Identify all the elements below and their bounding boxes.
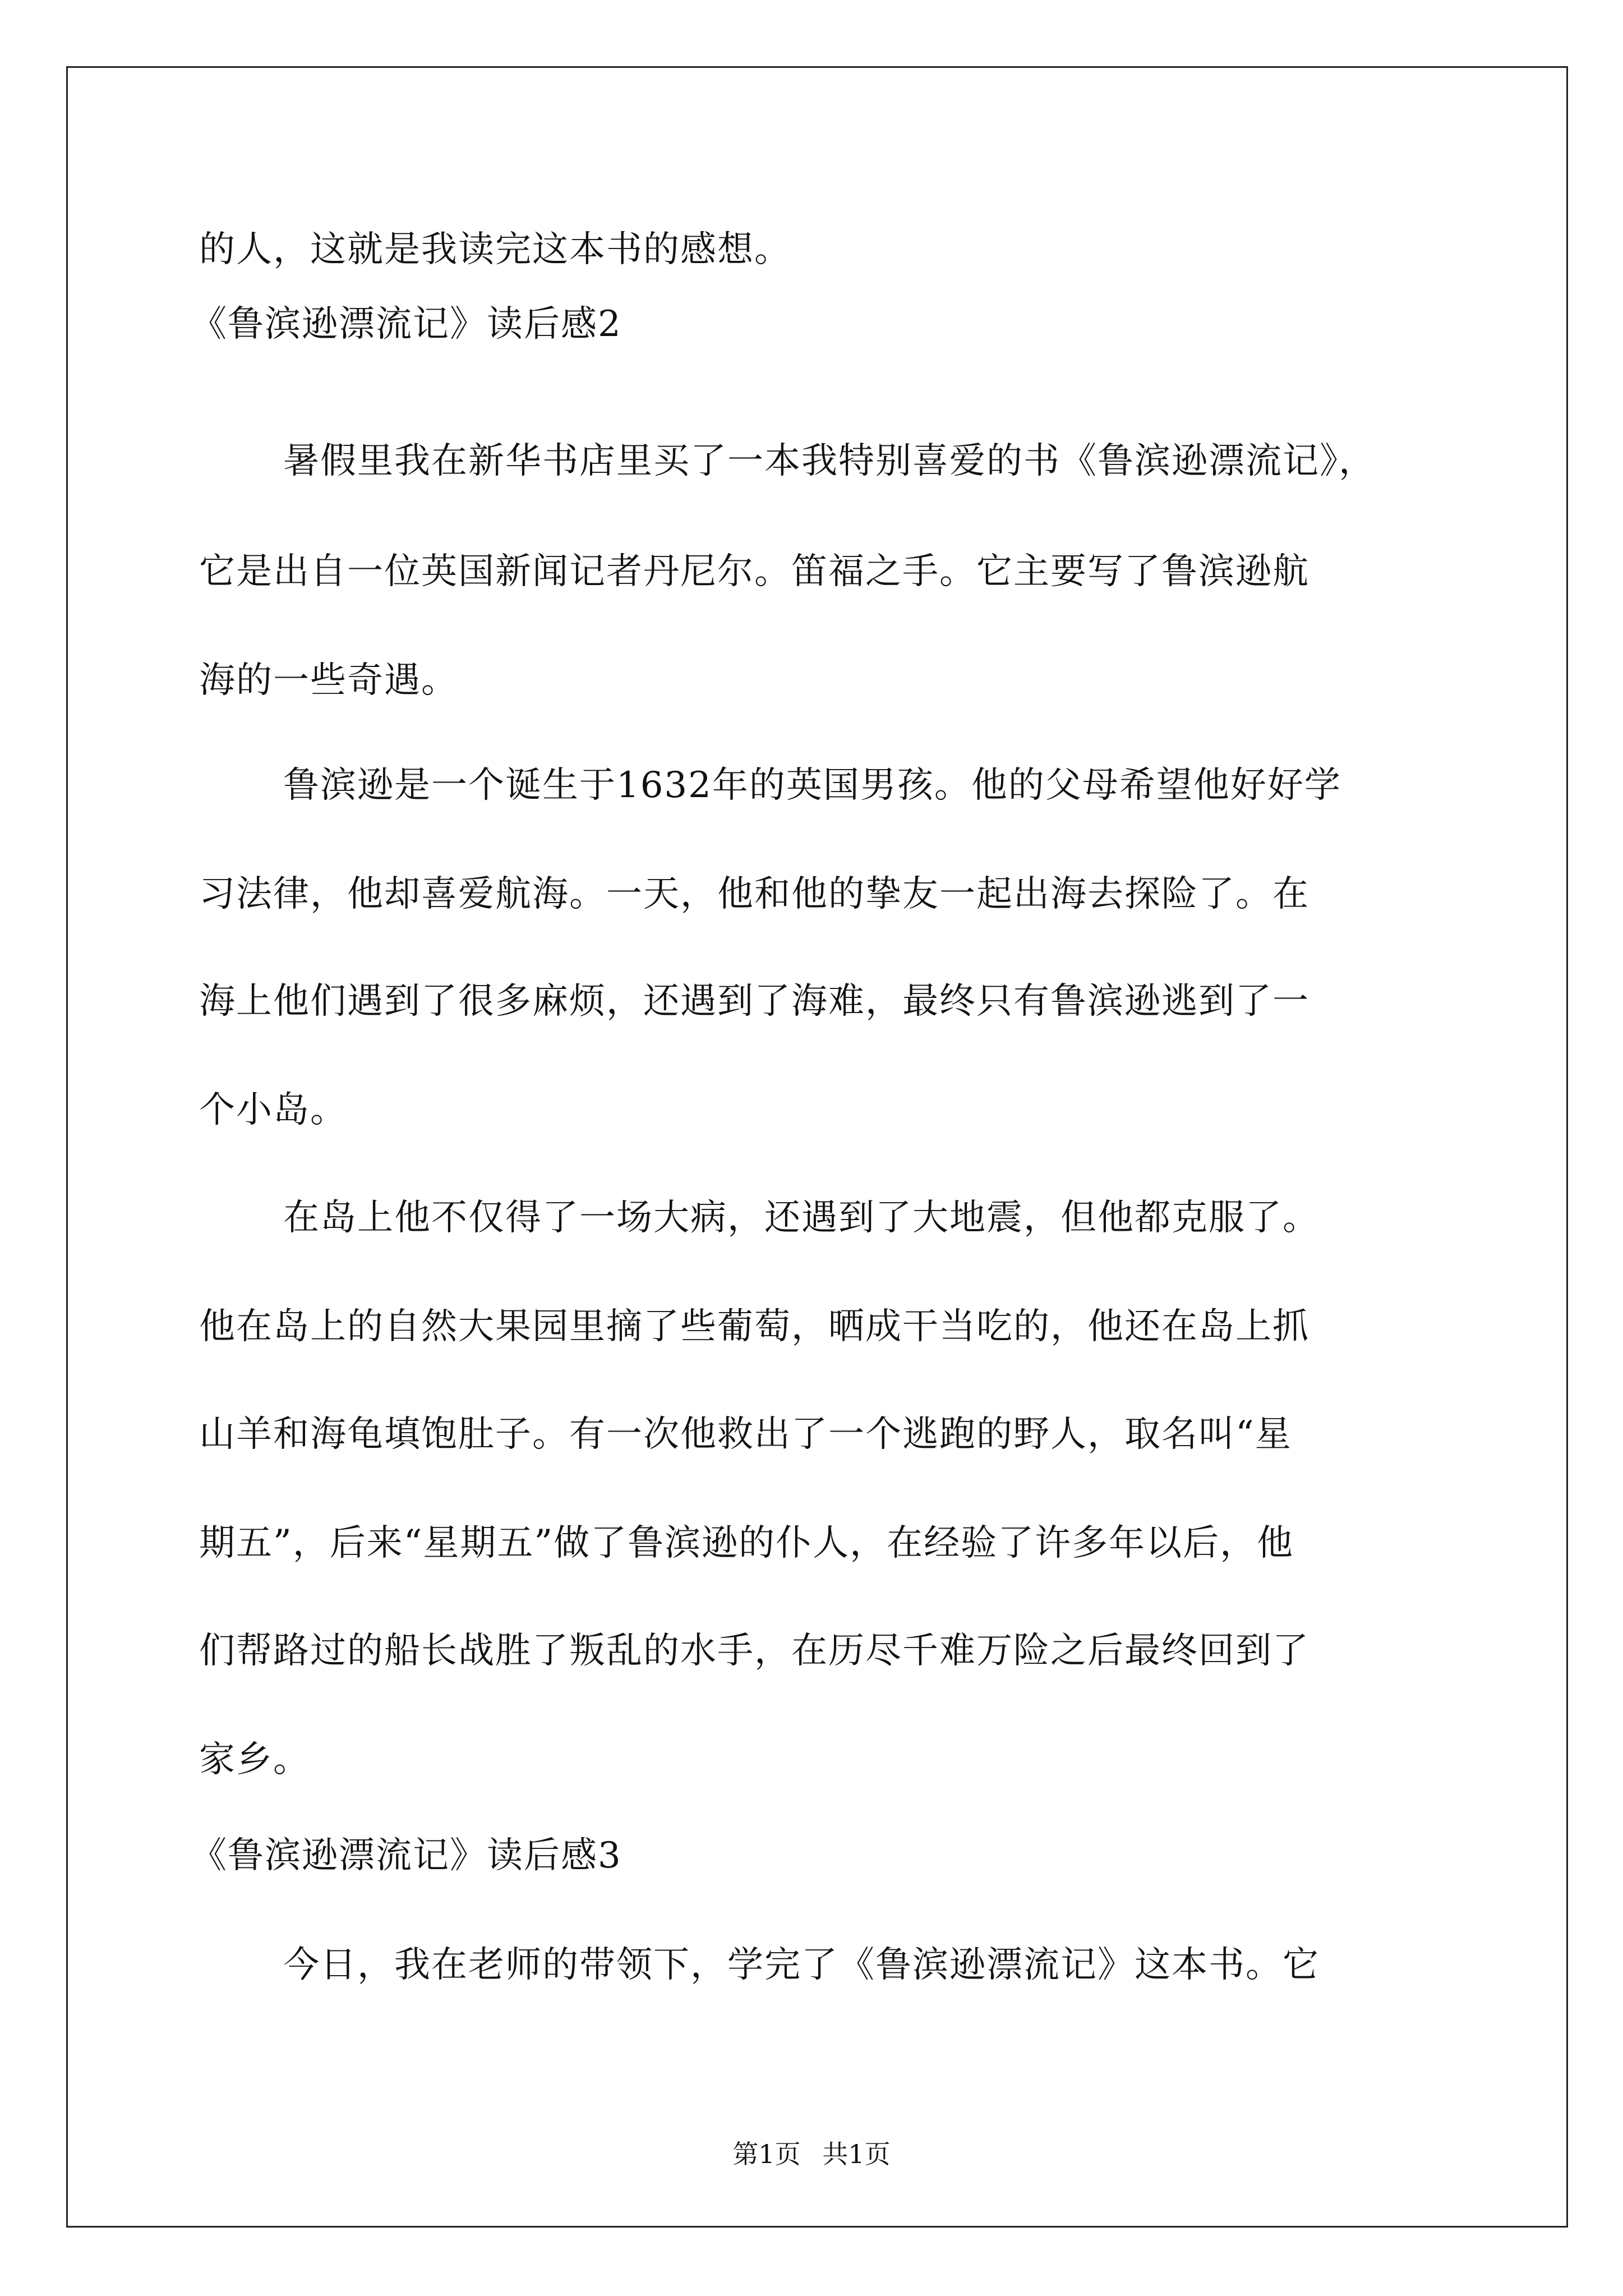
page-footer (0, 2137, 1623, 2171)
body-line: 海的一些奇遇。 (199, 660, 458, 701)
paragraph-first-line: 在岛上他不仅得了一场大病，还遇到了大地震，但他都克服了。 (283, 1197, 1320, 1239)
paragraph-first-line: 今日，我在老师的带领下，学完了《鲁滨逊漂流记》这本书。它 (283, 1944, 1320, 1986)
section-heading: 《鲁滨逊漂流记》读后感3 (191, 1835, 622, 1876)
body-line: 的人，这就是我读完这本书的感想。 (199, 229, 791, 270)
body-line: 海上他们遇到了很多麻烦，还遇到了海难，最终只有鲁滨逊逃到了一 (199, 981, 1310, 1022)
paragraph-first-line: 暑假里我在新华书店里买了一本我特别喜爱的书《鲁滨逊漂流记》， (283, 440, 1376, 482)
body-line: 山羊和海龟填饱肚子。有一次他救出了一个逃跑的野人，取名叫“星 (199, 1414, 1292, 1455)
paragraph-first-line: 鲁滨逊是一个诞生于1632年的英国男孩。他的父母希望他好好学 (283, 765, 1341, 806)
body-line: 们帮路过的船长战胜了叛乱的水手，在历尽千难万险之后最终回到了 (199, 1630, 1310, 1672)
body-line: 它是出自一位英国新闻记者丹尼尔。笛福之手。它主要写了鲁滨逊航 (199, 551, 1310, 592)
section-heading: 《鲁滨逊漂流记》读后感2 (191, 303, 622, 345)
page-number: 第1页 (732, 2139, 801, 2169)
body-line: 个小岛。 (199, 1089, 347, 1131)
body-line: 习法律，他却喜爱航海。一天，他和他的挚友一起出海去探险了。在 (199, 873, 1310, 915)
body-line: 他在岛上的自然大果园里摘了些葡萄，晒成干当吃的，他还在岛上抓 (199, 1306, 1310, 1347)
page-total: 共1页 (822, 2139, 891, 2169)
page-border (66, 66, 1568, 2228)
body-line: 期五”，后来“星期五”做了鲁滨逊的仆人，在经验了许多年以后，他 (199, 1522, 1294, 1564)
body-line: 家乡。 (199, 1739, 310, 1780)
